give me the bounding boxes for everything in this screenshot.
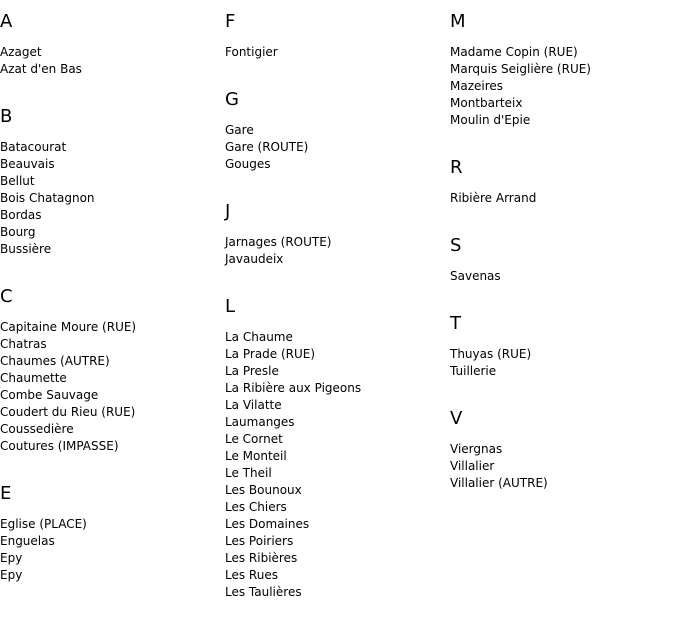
street-link-epy[interactable]: Epy [0, 551, 23, 565]
section-letter-heading: J [225, 201, 231, 222]
street-link-coudert-du-rieu-rue[interactable]: Coudert du Rieu (RUE) [0, 405, 136, 419]
street-link-madame-copin-rue[interactable]: Madame Copin (RUE) [450, 45, 578, 59]
street-link-moulin-d-epie[interactable]: Moulin d'Epie [450, 113, 531, 127]
street-link-javaudeix[interactable]: Javaudeix [225, 252, 284, 266]
street-link-gare[interactable]: Gare [225, 123, 254, 137]
section-g [225, 78, 450, 190]
section-letter-heading: A [0, 11, 13, 32]
street-list [0, 505, 225, 601]
street-list [450, 33, 675, 146]
street-link-la-ribiere-aux-pigeons[interactable]: La Ribière aux Pigeons [225, 381, 362, 395]
section-r [450, 146, 675, 224]
street-link-la-prade-rue[interactable]: La Prade (RUE) [225, 347, 316, 361]
street-list [0, 33, 225, 95]
section-l [225, 285, 450, 618]
street-link-les-ribieres[interactable]: Les Ribières [225, 551, 298, 565]
column-1 [0, 0, 225, 601]
section-letter-heading: M [450, 11, 466, 32]
street-list [450, 179, 675, 224]
street-link-les-domaines[interactable]: Les Domaines [225, 517, 310, 531]
section-f [225, 0, 450, 78]
street-link-les-chiers[interactable]: Les Chiers [225, 500, 287, 514]
street-link-bordas[interactable]: Bordas [0, 208, 42, 222]
street-link-fontigier[interactable]: Fontigier [225, 45, 278, 59]
section-c [0, 275, 225, 472]
section-letter-heading: E [0, 483, 12, 504]
street-link-villalier[interactable]: Villalier [450, 459, 495, 473]
street-link-le-theil[interactable]: Le Theil [225, 466, 272, 480]
street-link-gouges[interactable]: Gouges [225, 157, 271, 171]
column-2 [225, 0, 450, 618]
section-letter-heading: V [450, 408, 463, 429]
section-j [225, 190, 450, 285]
section-letter-heading: G [225, 89, 239, 110]
street-link-ribiere-arrand[interactable]: Ribière Arrand [450, 191, 537, 205]
street-link-le-cornet[interactable]: Le Cornet [225, 432, 283, 446]
street-link-gare-route[interactable]: Gare (ROUTE) [225, 140, 309, 154]
section-letter-heading: L [225, 296, 236, 317]
street-link-eglise-place[interactable]: Eglise (PLACE) [0, 517, 87, 531]
street-link-beauvais[interactable]: Beauvais [0, 157, 55, 171]
street-link-capitaine-moure-rue[interactable]: Capitaine Moure (RUE) [0, 320, 137, 334]
section-t [450, 302, 675, 397]
street-link-les-taulieres[interactable]: Les Taulières [225, 585, 302, 599]
section-b [0, 95, 225, 275]
street-link-bellut[interactable]: Bellut [0, 174, 35, 188]
street-link-coussediere[interactable]: Coussedière [0, 422, 74, 436]
street-link-tuillerie[interactable]: Tuillerie [450, 364, 497, 378]
street-link-la-chaume[interactable]: La Chaume [225, 330, 293, 344]
street-link-thuyas-rue[interactable]: Thuyas (RUE) [450, 347, 532, 361]
street-link-les-bounoux[interactable]: Les Bounoux [225, 483, 302, 497]
street-link-azat-d-en-bas[interactable]: Azat d'en Bas [0, 62, 82, 76]
street-link-savenas[interactable]: Savenas [450, 269, 501, 283]
street-link-laumanges[interactable]: Laumanges [225, 415, 295, 429]
street-link-coutures-impasse[interactable]: Coutures (IMPASSE) [0, 439, 119, 453]
section-m [450, 0, 675, 146]
street-list [225, 33, 450, 78]
section-letter-heading: T [450, 313, 461, 334]
street-link-jarnages-route[interactable]: Jarnages (ROUTE) [225, 235, 332, 249]
street-link-montbarteix[interactable]: Montbarteix [450, 96, 523, 110]
section-letter-heading: F [225, 11, 236, 32]
section-letter-heading: R [450, 157, 463, 178]
street-link-combe-sauvage[interactable]: Combe Sauvage [0, 388, 99, 402]
section-letter-heading: S [450, 235, 462, 256]
street-list [225, 111, 450, 190]
street-list [225, 223, 450, 285]
street-link-villalier-autre[interactable]: Villalier (AUTRE) [450, 476, 548, 490]
street-link-enguelas[interactable]: Enguelas [0, 534, 55, 548]
street-link-azaget[interactable]: Azaget [0, 45, 42, 59]
street-link-chaumette[interactable]: Chaumette [0, 371, 67, 385]
section-a [0, 0, 225, 95]
section-letter-heading: B [0, 106, 13, 127]
section-v [450, 397, 675, 509]
street-link-epy[interactable]: Epy [0, 568, 23, 582]
street-link-le-monteil[interactable]: Le Monteil [225, 449, 287, 463]
street-link-les-poiriers[interactable]: Les Poiriers [225, 534, 294, 548]
street-list [225, 318, 450, 618]
street-list [0, 128, 225, 275]
street-list [450, 335, 675, 397]
street-link-les-rues[interactable]: Les Rues [225, 568, 278, 582]
street-link-mazeires[interactable]: Mazeires [450, 79, 504, 93]
street-link-viergnas[interactable]: Viergnas [450, 442, 503, 456]
street-link-la-vilatte[interactable]: La Vilatte [225, 398, 282, 412]
street-link-bourg[interactable]: Bourg [0, 225, 36, 239]
street-list [0, 308, 225, 472]
section-e [0, 472, 225, 601]
section-letter-heading: C [0, 286, 13, 307]
street-link-la-presle[interactable]: La Presle [225, 364, 279, 378]
street-list [450, 430, 675, 509]
street-link-chaumes-autre[interactable]: Chaumes (AUTRE) [0, 354, 110, 368]
column-3 [450, 0, 675, 509]
section-s [450, 224, 675, 302]
street-link-bois-chatagnon[interactable]: Bois Chatagnon [0, 191, 95, 205]
street-list [450, 257, 675, 302]
street-link-batacourat[interactable]: Batacourat [0, 140, 67, 154]
street-link-marquis-seigliere-rue[interactable]: Marquis Seiglière (RUE) [450, 62, 591, 76]
street-link-bussiere[interactable]: Bussière [0, 242, 52, 256]
street-link-chatras[interactable]: Chatras [0, 337, 47, 351]
